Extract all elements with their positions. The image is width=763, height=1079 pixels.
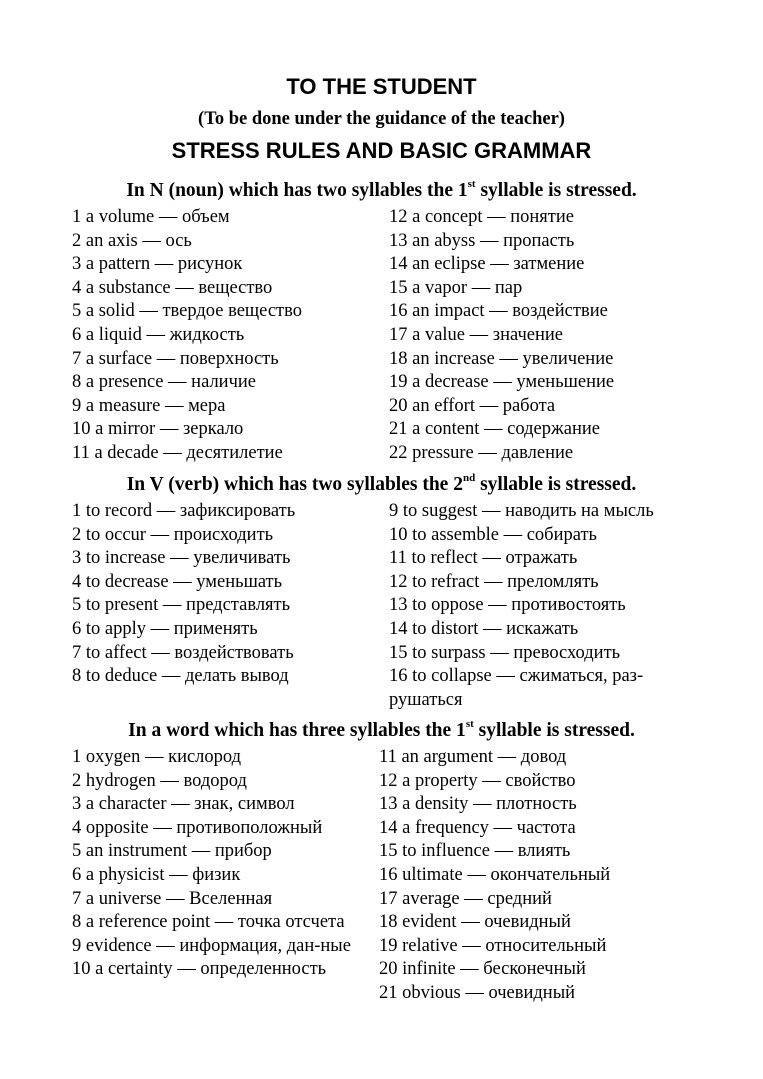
word-entry: 1 a volume — объем <box>72 207 230 227</box>
three-syllable-list-right <box>379 746 699 1006</box>
word-entry: 15 a vapor — пар <box>389 277 523 298</box>
rule-three-syllable-heading <box>0 720 763 742</box>
word-entry: 12 a concept — понятие <box>389 207 574 227</box>
word-entry: 14 a frequency — частота <box>379 817 576 838</box>
rule-text: syllable is stressed. <box>473 720 635 741</box>
word-entry: 21 obvious — очевидный <box>379 982 576 1003</box>
word-entry: 2 hydrogen — водород <box>72 770 247 791</box>
verb-list-right <box>389 500 689 712</box>
noun-list-left <box>72 206 382 466</box>
rule-text: syllable is stressed. <box>475 180 637 201</box>
rule-noun-heading <box>0 180 763 202</box>
word-entry: 19 a decrease — уменьшение <box>389 372 615 393</box>
word-entry: 18 an increase — увеличение <box>389 348 614 369</box>
word-entry: 2 to occur — происходить <box>72 524 274 545</box>
rule-ordinal-suffix: nd <box>462 472 476 484</box>
word-entry: 8 a reference point — точка отсчета <box>72 912 345 933</box>
word-entry: 8 a presence — наличие <box>72 372 256 393</box>
word-entry: 20 an effort — работа <box>389 395 556 416</box>
word-entry: 7 a universe — Вселенная <box>72 888 273 909</box>
word-entry: 2 an axis — ось <box>72 230 192 251</box>
word-entry: 4 opposite — противоположный <box>72 817 323 838</box>
word-entry: 10 to assemble — собирать <box>389 524 597 545</box>
word-entry: 3 to increase — увеличивать <box>72 548 291 569</box>
word-entry: 22 pressure — давление <box>389 442 574 463</box>
word-entry: 20 infinite — бесконечный <box>379 959 586 980</box>
rule-text: In V (verb) which has two syllables the 2 <box>126 474 463 495</box>
noun-list-right <box>389 206 709 466</box>
word-entry: 16 ultimate — окончательный <box>379 864 611 885</box>
word-entry: 17 average — средний <box>379 888 552 909</box>
word-entry: 4 a substance — вещество <box>72 277 273 298</box>
rule-text: syllable is stressed. <box>475 474 637 495</box>
word-entry: 17 a value — значение <box>389 324 563 345</box>
word-entry: 11 an argument — довод <box>379 747 567 767</box>
word-entry: 3 a character — знак, символ <box>72 794 295 815</box>
word-entry: 5 a solid — твердое вещество <box>72 301 303 322</box>
word-entry: 9 evidence — информация, дан-ные <box>72 935 351 956</box>
word-entry: 13 to oppose — противостоять <box>389 595 626 616</box>
word-entry: 21 a content — содержание <box>389 419 600 440</box>
word-entry: 15 to influence — влиять <box>379 841 571 862</box>
rule-ordinal-suffix: st <box>467 178 476 190</box>
word-entry: 5 to present — представлять <box>72 595 291 616</box>
word-entry: 7 a surface — поверхность <box>72 348 279 369</box>
page-subtitle: (To be done under the guidance of the teacher) <box>198 109 565 129</box>
word-entry: 13 an abyss — пропасть <box>389 230 575 251</box>
verb-list-left <box>72 500 382 689</box>
word-entry: 9 a measure — мера <box>72 395 226 416</box>
word-entry: 7 to affect — воздействовать <box>72 642 294 663</box>
word-entry: 6 to apply — применять <box>72 618 258 639</box>
word-entry: 16 an impact — воздействие <box>389 301 608 322</box>
section-heading: STRESS RULES AND BASIC GRAMMAR <box>171 138 592 163</box>
word-entry: 15 to surpass — превосходить <box>389 642 621 663</box>
rule-ordinal-suffix: st <box>465 718 474 730</box>
word-entry: 11 to reflect — отражать <box>389 548 578 569</box>
word-entry: 10 a certainty — определенность <box>72 959 327 980</box>
rule-verb-heading <box>0 474 763 496</box>
word-entry: 12 to refract — преломлять <box>389 571 599 592</box>
word-entry: 19 relative — относительный <box>379 935 607 956</box>
word-entry: 8 to deduce — делать вывод <box>72 666 289 687</box>
word-entry: 9 to suggest — наводить на мысль <box>389 501 654 521</box>
word-entry: 6 a physicist — физик <box>72 864 241 885</box>
word-entry: 11 a decade — десятилетие <box>72 442 283 463</box>
word-entry: 1 to record — зафиксировать <box>72 501 296 521</box>
word-entry: 14 an eclipse — затмение <box>389 254 585 275</box>
word-entry: 3 a pattern — рисунок <box>72 254 243 275</box>
word-entry: 10 a mirror — зеркало <box>72 419 244 440</box>
page-title: TO THE STUDENT <box>286 74 477 99</box>
word-entry: 1 oxygen — кислород <box>72 747 242 767</box>
rule-text: In N (noun) which has two syllables the 1 <box>126 180 468 201</box>
word-entry: 18 evident — очевидный <box>379 912 571 933</box>
word-entry: 4 to decrease — уменьшать <box>72 571 283 592</box>
rule-text: In a word which has three syllables the 1 <box>128 720 466 741</box>
word-entry: 13 a density — плотность <box>379 794 577 815</box>
word-entry: 16 to collapse — сжиматься, раз-рушаться <box>389 666 644 710</box>
word-entry: 6 a liquid — жидкость <box>72 324 245 345</box>
word-entry: 12 a property — свойство <box>379 770 576 791</box>
word-entry: 5 an instrument — прибор <box>72 841 272 862</box>
word-entry: 14 to distort — искажать <box>389 618 579 639</box>
three-syllable-list-left <box>72 746 362 982</box>
